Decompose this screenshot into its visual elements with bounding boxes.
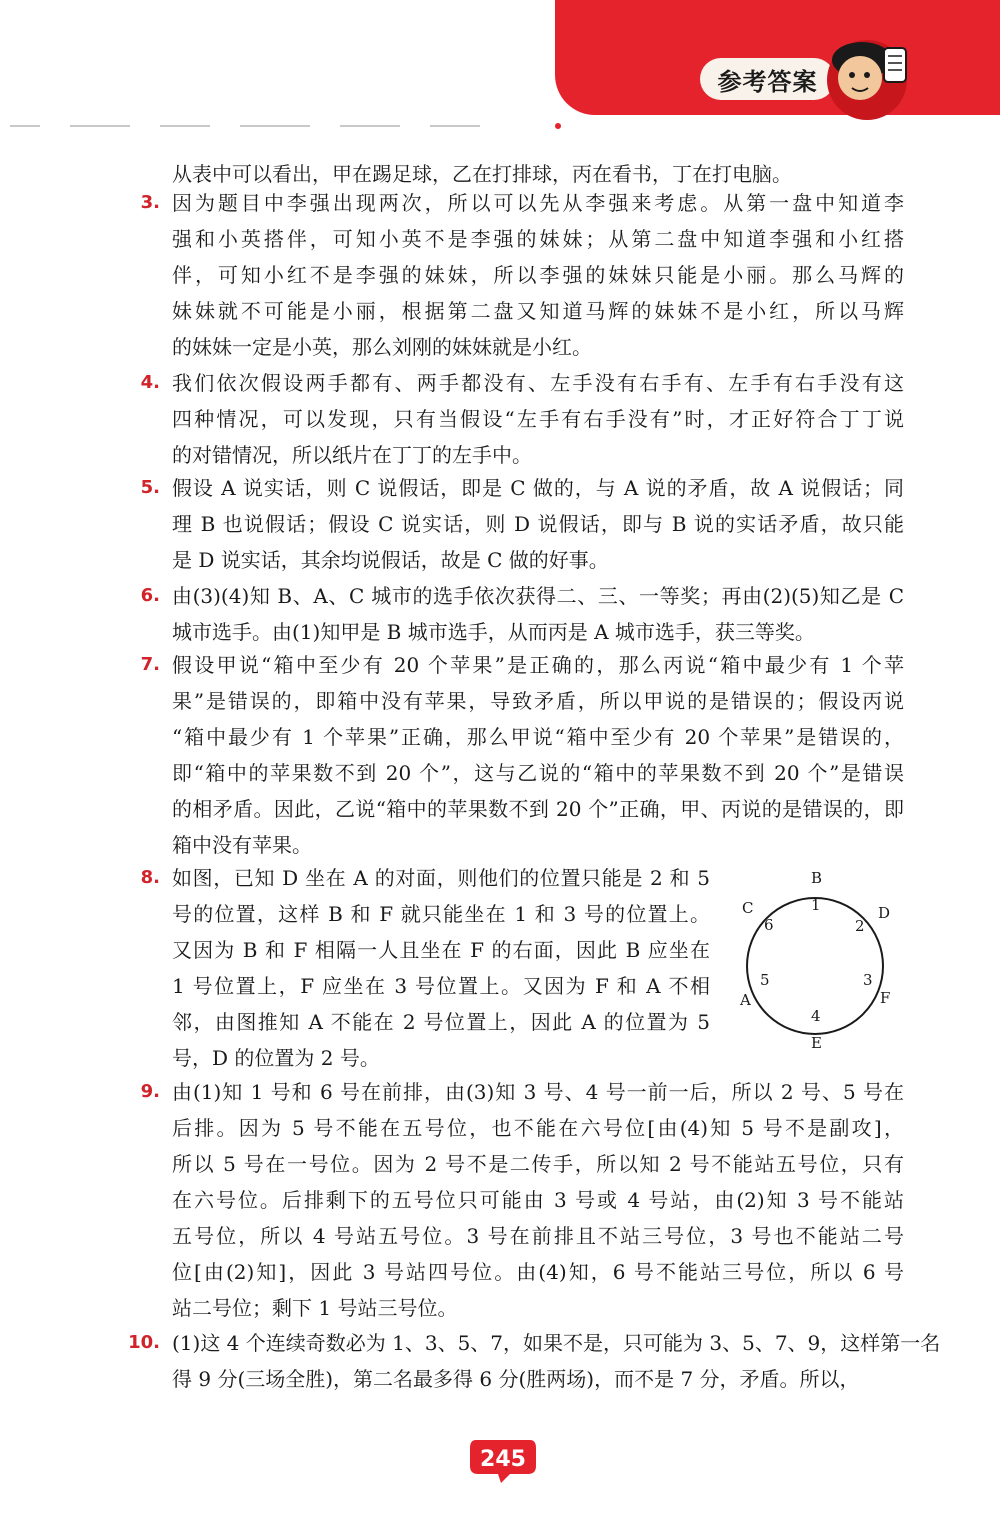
answer-line: 果”是错误的，即箱中没有苹果，导致矛盾，所以甲说的是错误的；假设丙说 bbox=[172, 689, 904, 713]
answer-line: 的妹妹一定是小英，那么刘刚的妹妹就是小红。 bbox=[172, 335, 592, 359]
answer-line: 所以 5 号在一号位。因为 2 号不是二传手，所以知 2 号不能站五号位，只有 bbox=[172, 1152, 904, 1176]
question-number: 4. bbox=[140, 372, 160, 393]
seat-lower-left: 5 bbox=[760, 971, 770, 989]
answer-line: 后排。因为 5 号不能在五号位，也不能在六号位[由(4)知 5 号不是副攻]， bbox=[172, 1116, 904, 1140]
label-top: B bbox=[811, 869, 823, 887]
answer-line: 如图，已知 D 坐在 A 的对面，则他们的位置只能是 2 和 5 bbox=[172, 866, 710, 890]
label-upper-left: C bbox=[742, 899, 754, 917]
answer-line: 的对错情况，所以纸片在丁丁的左手中。 bbox=[172, 443, 532, 467]
answer-line: 理 B 也说假话；假设 C 说实话，则 D 说假话，即与 B 说的实话矛盾，故只能 bbox=[172, 512, 904, 536]
seat-upper-left: 6 bbox=[764, 916, 774, 934]
answer-line: 站二号位；剩下 1 号站三号位。 bbox=[172, 1296, 458, 1320]
section-title: 参考答案 bbox=[717, 67, 818, 96]
question-number: 3. bbox=[140, 192, 160, 213]
question-number: 6. bbox=[140, 585, 160, 606]
seat-top: 1 bbox=[811, 896, 821, 914]
question-number: 7. bbox=[140, 654, 160, 675]
label-lower-right: F bbox=[880, 989, 891, 1007]
answer-line: 得 9 分(三场全胜)，第二名最多得 6 分(胜两场)，而不是 7 分，矛盾。所以， bbox=[172, 1367, 860, 1391]
answer-line: 伴，可知小红不是李强的妹妹，所以李强的妹妹只能是小丽。那么马辉的 bbox=[172, 263, 904, 287]
answer-line: 号，D 的位置为 2 号。 bbox=[172, 1046, 380, 1070]
answer-line: 四种情况，可以发现，只有当假设“左手有右手没有”时，才正好符合丁丁说 bbox=[172, 407, 904, 431]
answer-line: 1 号位置上，F 应坐在 3 号位置上。又因为 F 和 A 不相 bbox=[172, 974, 710, 998]
answer-line: 箱中没有苹果。 bbox=[172, 833, 312, 857]
label-upper-right: D bbox=[878, 904, 891, 922]
question-number: 8. bbox=[140, 867, 160, 888]
question-number: 10. bbox=[128, 1332, 160, 1353]
answer-line: 即“箱中的苹果数不到 20 个”，这与乙说的“箱中的苹果数不到 20 个”是错误 bbox=[172, 761, 904, 785]
answer-line: 妹妹就不可能是小丽，根据第二盘又知道马辉的妹妹不是小红，所以马辉 bbox=[172, 299, 904, 323]
answer-line: 因为题目中李强出现两次，所以可以先从李强来考虑。从第一盘中知道李 bbox=[172, 191, 904, 215]
answer-line: 由(3)(4)知 B、A、C 城市的选手依次获得二、三、一等奖；再由(2)(5)知乙是 C bbox=[172, 584, 904, 608]
page-number: 245 bbox=[480, 1447, 526, 1472]
answer-line: 五号位，所以 4 号站五号位。3 号在前排且不站三号位，3 号也不能站二号 bbox=[172, 1224, 904, 1248]
label-bottom: E bbox=[811, 1034, 822, 1051]
answer-line: 邻，由图推知 A 不能在 2 号位置上，因此 A 的位置为 5 bbox=[172, 1010, 710, 1034]
answer-line: 号的位置，这样 B 和 F 就只能坐在 1 和 3 号的位置上。 bbox=[172, 902, 710, 926]
answer-line: “箱中最少有 1 个苹果”正确，那么甲说“箱中至少有 20 个苹果”是错误的， bbox=[172, 725, 904, 749]
question-number: 5. bbox=[140, 477, 160, 498]
label-lower-left: A bbox=[740, 991, 751, 1009]
answer-line: 又因为 B 和 F 相隔一人且坐在 F 的右面，因此 B 应坐在 bbox=[172, 938, 710, 962]
answer-line: 从表中可以看出，甲在踢足球，乙在打排球，丙在看书，丁在打电脑。 bbox=[172, 162, 792, 186]
answer-line: 在六号位。后排剩下的五号位只可能由 3 号或 4 号站，由(2)知 3 号不能站 bbox=[172, 1188, 904, 1212]
answer-line: 的相矛盾。因此，乙说“箱中的苹果数不到 20 个”正确，甲、丙说的是错误的，即 bbox=[172, 797, 904, 821]
seating-diagram bbox=[735, 866, 900, 1051]
seat-lower-right: 3 bbox=[863, 971, 873, 989]
answer-line: (1)这 4 个连续奇数必为 1、3、5、7，如果不是，只可能为 3、5、7、9，这样第一名 bbox=[172, 1331, 941, 1355]
seat-upper-right: 2 bbox=[855, 917, 865, 935]
answer-line: 假设 A 说实话，则 C 说假话，即是 C 做的，与 A 说的矛盾，故 A 说假话；同 bbox=[172, 476, 904, 500]
answer-line: 城市选手。由(1)知甲是 B 城市选手，从而丙是 A 城市选手，获三等奖。 bbox=[172, 620, 815, 644]
question-number: 9. bbox=[140, 1081, 160, 1102]
answer-line: 强和小英搭伴，可知小英不是李强的妹妹；从第二盘中知道李强和小红搭 bbox=[172, 227, 904, 251]
answer-line: 由(1)知 1 号和 6 号在前排，由(3)知 3 号、4 号一前一后，所以 2 号、5 号在 bbox=[172, 1080, 904, 1104]
answer-line: 我们依次假设两手都有、两手都没有、左手没有右手有、左手有右手没有这 bbox=[172, 371, 904, 395]
seat-bottom: 4 bbox=[811, 1007, 821, 1025]
answer-line: 是 D 说实话，其余均说假话，故是 C 做的好事。 bbox=[172, 548, 609, 572]
answer-line: 位[由(2)知]，因此 3 号站四号位。由(4)知，6 号不能站三号位，所以 6 号 bbox=[172, 1260, 904, 1284]
answer-line: 假设甲说“箱中至少有 20 个苹果”是正确的，那么丙说“箱中最少有 1 个苹 bbox=[172, 653, 904, 677]
